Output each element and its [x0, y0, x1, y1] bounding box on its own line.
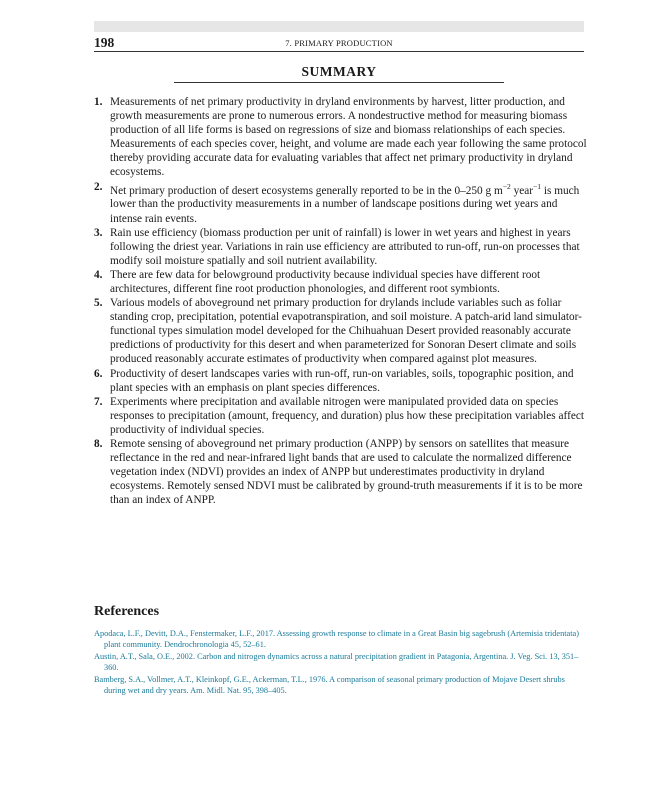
item-text: Various models of aboveground net primary production for drylands include variables such as foliar standing crop, precipitation, potential evapotranspiration, and soil moisture. A patch-arid land simulator-functional types simulation model developed for the Chihuahuan Desert provided reasonably accurate predictions of productivity for this desert and when parameterized for Sonoran Desert climate and soils produced reasonably accurate estimates of productivity when compared against plot measures. [110, 297, 582, 366]
item-text: There are few data for belowground productivity because individual species have different root architectures, different fine root production phonologies, and different root symbionts. [110, 268, 541, 295]
summary-list [94, 95, 588, 507]
item-text: Measurements of net primary productivity in dryland environments by harvest, litter production, and growth measurements are prone to numerous errors. A nondestructive method for measuring biomass production of all life forms is based on regressions of size and biomass relationships of each species. Measurements of each species cover, height, and volume are made each year following the same protocol thereby providing accurate data for evaluating variables that affect net primary productivity in dryland ecosystems. [110, 96, 587, 179]
item-number: 6. [94, 367, 103, 380]
summary-item-6 [94, 367, 588, 395]
superscript: −1 [533, 181, 542, 191]
item-text: year [510, 184, 534, 197]
item-number: 2. [94, 180, 103, 193]
summary-divider [174, 82, 504, 83]
reference-entry[interactable]: Bamberg, S.A., Vollmer, A.T., Kleinkopf, G.E., Ackerman, T.L., 1976. A comparison of seasonal primary production of Mojave Desert shrubs during wet and dry years. Am. Midl. Nat. 95, 398–405. [94, 674, 565, 696]
summary-item-8 [94, 437, 588, 507]
references-list [94, 628, 586, 696]
item-number: 7. [94, 395, 103, 408]
references-heading: References [94, 604, 160, 619]
item-number: 5. [94, 297, 103, 310]
page-number: 198 [94, 35, 115, 50]
summary-item-4 [94, 268, 588, 296]
item-text: is much lower than the productivity measurements in a number of landscape positions during wet years and intense rain events. [110, 184, 580, 225]
summary-heading: SUMMARY [301, 64, 377, 79]
item-number: 1. [94, 96, 103, 108]
item-number: 8. [94, 438, 103, 451]
item-number: 4. [94, 268, 103, 281]
summary-item-5 [94, 296, 588, 366]
reference-entry[interactable]: Austin, A.T., Sala, O.E., 2002. Carbon and nitrogen dynamics across a natural precipitation gradient in Patagonia, Argentina. J. Veg. Sci. 13, 351–360. [94, 651, 579, 673]
superscript: −2 [502, 181, 511, 191]
item-text: Remote sensing of aboveground net primary production (ANPP) by sensors on satellites that measure reflectance in the red and near-infrared light bands that are used to calculate the normalized difference vegetation index (NDVI) provides an index of ANPP but underestimates productivity in dryland ecosystems. Remotely sensed NDVI must be calibrated by ground-truth measurements if it is to be more than an index of ANPP. [110, 438, 583, 507]
summary-item-1 [94, 95, 588, 180]
item-text: Rain use efficiency (biomass production per unit of rainfall) is lower in wet years and highest in years following the driest year. Variations in rain use efficiency are attributed to run-off, run-on processes that modify soil moisture spatially and soil nutrient availability. [110, 226, 580, 267]
summary-item-3 [94, 226, 588, 268]
item-text: Productivity of desert landscapes varies with run-off, run-on variables, soils, topographic position, and plant species with an emphasis on plant species differences. [110, 367, 574, 394]
page-header [94, 35, 584, 52]
running-title: 7. PRIMARY PRODUCTION [285, 38, 393, 48]
item-number: 3. [94, 226, 103, 239]
top-gray-bar [94, 21, 584, 32]
summary-item-7 [94, 395, 588, 437]
item-text: Experiments where precipitation and available nitrogen were manipulated provided data on species responses to precipitation (amount, frequency, and duration) plus how these precipitation variables affect productivity of individual species. [110, 395, 584, 436]
reference-entry[interactable]: Apodaca, L.F., Devitt, D.A., Fenstermaker, L.F., 2017. Assessing growth response to climate in a Great Basin big sagebrush (Artemisia tridentata) plant community. Dendrochronologia 45, 52–61. [94, 629, 579, 650]
summary-item-2 [94, 180, 588, 226]
item-text: Net primary production of desert ecosystems generally reported to be in the 0–250 g m [110, 184, 503, 197]
